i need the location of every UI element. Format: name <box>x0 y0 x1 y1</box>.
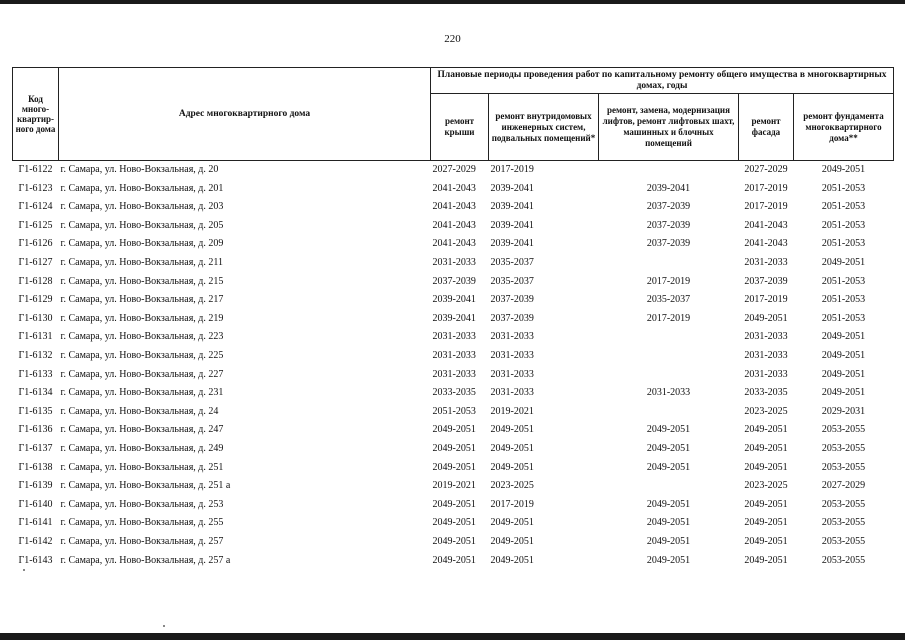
cell-elevator-period <box>599 254 739 273</box>
table-body <box>13 161 894 571</box>
table-row <box>13 217 894 236</box>
cell-roof-period: 2051-2053 <box>432 405 476 417</box>
cell-address: г. Самара, ул. Ново-Вокзальная, д. 255 <box>60 517 224 529</box>
cell-house-code: Г1-6137 <box>18 442 53 454</box>
cell-house-code: Г1-6125 <box>18 219 53 231</box>
cell-foundation-period: 2049-2051 <box>821 331 866 343</box>
cell-elevator-period <box>599 477 739 496</box>
cell-foundation-period: 2053-2055 <box>821 498 866 510</box>
cell-roof-period: 2049-2051 <box>432 517 476 529</box>
cell-elevator-period: 2049-2051 <box>646 442 691 454</box>
table-row <box>13 310 894 329</box>
table-row <box>13 403 894 422</box>
cell-address: г. Самара, ул. Ново-Вокзальная, д. 225 <box>60 349 224 361</box>
cell-engineering-period: 2031-2033 <box>490 349 534 361</box>
cell-address: г. Самара, ул. Ново-Вокзальная, д. 217 <box>60 294 224 306</box>
table-row <box>13 273 894 292</box>
cell-facade-period: 2033-2035 <box>744 387 788 399</box>
cell-foundation-period: 2049-2051 <box>821 387 866 399</box>
table-row <box>13 496 894 515</box>
cell-elevator-period: 2039-2041 <box>646 182 691 194</box>
cell-elevator-period: 2049-2051 <box>646 517 691 529</box>
cell-engineering-period: 2031-2033 <box>490 387 534 399</box>
cell-house-code: Г1-6132 <box>18 349 53 361</box>
cell-elevator-period: 2049-2051 <box>646 535 691 547</box>
cell-facade-period: 2023-2025 <box>744 480 788 492</box>
table-row <box>13 254 894 273</box>
table-row <box>13 198 894 217</box>
cell-facade-period: 2049-2051 <box>744 554 788 566</box>
cell-address: г. Самара, ул. Ново-Вокзальная, д. 251 <box>60 461 224 473</box>
cell-roof-period: 2031-2033 <box>432 368 476 380</box>
table-row <box>13 459 894 478</box>
page-number: 220 <box>444 33 461 45</box>
cell-engineering-period: 2049-2051 <box>490 535 534 547</box>
cell-foundation-period: 2049-2051 <box>821 368 866 380</box>
cell-house-code: Г1-6139 <box>18 480 53 492</box>
cell-address: г. Самара, ул. Ново-Вокзальная, д. 209 <box>60 238 224 250</box>
scan-speck <box>23 569 25 571</box>
cell-roof-period: 2049-2051 <box>432 461 476 473</box>
cell-engineering-period: 2037-2039 <box>490 294 534 306</box>
table-row <box>13 440 894 459</box>
table-row <box>13 347 894 366</box>
cell-address: г. Самара, ул. Ново-Вокзальная, д. 223 <box>60 331 224 343</box>
cell-facade-period: 2031-2033 <box>744 257 788 269</box>
cell-roof-period: 2049-2051 <box>432 498 476 510</box>
cell-roof-period: 2041-2043 <box>432 219 476 231</box>
cell-roof-period: 2049-2051 <box>432 442 476 454</box>
cell-engineering-period: 2031-2033 <box>490 368 534 380</box>
cell-elevator-period <box>599 161 739 180</box>
cell-foundation-period: 2053-2055 <box>821 554 866 566</box>
cell-house-code: Г1-6141 <box>18 517 53 529</box>
cell-elevator-period: 2049-2051 <box>646 424 691 436</box>
cell-address: г. Самара, ул. Ново-Вокзальная, д. 203 <box>60 201 224 213</box>
cell-facade-period: 2037-2039 <box>744 275 788 287</box>
cell-address: г. Самара, ул. Ново-Вокзальная, д. 249 <box>60 442 224 454</box>
cell-roof-period: 2049-2051 <box>432 554 476 566</box>
cell-facade-period: 2049-2051 <box>744 442 788 454</box>
cell-elevator-period <box>599 366 739 385</box>
header-roof-repair: ремонт крыши <box>431 94 489 161</box>
cell-foundation-period: 2049-2051 <box>821 349 866 361</box>
cell-address: г. Самара, ул. Ново-Вокзальная, д. 219 <box>60 312 224 324</box>
cell-house-code: Г1-6136 <box>18 424 53 436</box>
scan-speck <box>163 625 165 627</box>
cell-foundation-period: 2049-2051 <box>821 164 866 176</box>
table-row <box>13 235 894 254</box>
cell-house-code: Г1-6134 <box>18 387 53 399</box>
cell-elevator-period: 2035-2037 <box>646 294 691 306</box>
header-planned-periods: Плановые периоды проведения работ по капитальному ремонту общего имущества в многоквартирных домах, годы <box>431 68 894 94</box>
cell-foundation-period: 2029-2031 <box>821 405 866 417</box>
header-address: Адрес многоквартирного дома <box>59 68 431 161</box>
cell-foundation-period: 2051-2053 <box>821 182 866 194</box>
header-foundation-repair: ремонт фундамента многоквартирного дома** <box>794 94 894 161</box>
cell-elevator-period <box>599 328 739 347</box>
cell-engineering-period: 2049-2051 <box>490 461 534 473</box>
cell-house-code: Г1-6127 <box>18 257 53 269</box>
cell-engineering-period: 2039-2041 <box>490 182 534 194</box>
cell-roof-period: 2037-2039 <box>432 275 476 287</box>
table-row <box>13 514 894 533</box>
cell-elevator-period: 2049-2051 <box>646 461 691 473</box>
cell-foundation-period: 2027-2029 <box>821 480 866 492</box>
cell-facade-period: 2041-2043 <box>744 238 788 250</box>
cell-facade-period: 2049-2051 <box>744 424 788 436</box>
cell-foundation-period: 2051-2053 <box>821 294 866 306</box>
cell-house-code: Г1-6130 <box>18 312 53 324</box>
cell-roof-period: 2049-2051 <box>432 535 476 547</box>
cell-engineering-period: 2049-2051 <box>490 517 534 529</box>
cell-elevator-period: 2049-2051 <box>646 498 691 510</box>
cell-elevator-period: 2037-2039 <box>646 238 691 250</box>
cell-house-code: Г1-6133 <box>18 368 53 380</box>
cell-engineering-period: 2037-2039 <box>490 312 534 324</box>
cell-foundation-period: 2051-2053 <box>821 238 866 250</box>
cell-facade-period: 2049-2051 <box>744 498 788 510</box>
cell-roof-period: 2019-2021 <box>432 480 476 492</box>
cell-engineering-period: 2039-2041 <box>490 219 534 231</box>
cell-foundation-period: 2053-2055 <box>821 424 866 436</box>
table-row <box>13 366 894 385</box>
cell-house-code: Г1-6138 <box>18 461 53 473</box>
cell-house-code: Г1-6123 <box>18 182 53 194</box>
cell-engineering-period: 2023-2025 <box>490 480 534 492</box>
table-row <box>13 161 894 180</box>
cell-foundation-period: 2053-2055 <box>821 535 866 547</box>
cell-engineering-period: 2017-2019 <box>490 498 534 510</box>
cell-elevator-period: 2037-2039 <box>646 201 691 213</box>
cell-house-code: Г1-6131 <box>18 331 53 343</box>
cell-elevator-period: 2049-2051 <box>646 554 691 566</box>
cell-foundation-period: 2051-2053 <box>821 201 866 213</box>
cell-house-code: Г1-6128 <box>18 275 53 287</box>
cell-foundation-period: 2051-2053 <box>821 275 866 287</box>
cell-house-code: Г1-6135 <box>18 405 53 417</box>
cell-engineering-period: 2031-2033 <box>490 331 534 343</box>
cell-facade-period: 2027-2029 <box>744 164 788 176</box>
header-house-code: Код много-квартир-ного дома <box>13 68 59 161</box>
table-row <box>13 551 894 570</box>
cell-engineering-period: 2039-2041 <box>490 201 534 213</box>
cell-roof-period: 2041-2043 <box>432 201 476 213</box>
table-row <box>13 180 894 199</box>
cell-foundation-period: 2051-2053 <box>821 219 866 231</box>
cell-foundation-period: 2053-2055 <box>821 442 866 454</box>
cell-facade-period: 2041-2043 <box>744 219 788 231</box>
cell-house-code: Г1-6124 <box>18 201 53 213</box>
cell-facade-period: 2049-2051 <box>744 312 788 324</box>
table-row <box>13 291 894 310</box>
cell-roof-period: 2049-2051 <box>432 424 476 436</box>
cell-roof-period: 2039-2041 <box>432 312 476 324</box>
cell-facade-period: 2017-2019 <box>744 294 788 306</box>
cell-elevator-period <box>599 347 739 366</box>
cell-foundation-period: 2049-2051 <box>821 257 866 269</box>
header-facade-repair: ремонт фасада <box>739 94 794 161</box>
table-row <box>13 328 894 347</box>
cell-address: г. Самара, ул. Ново-Вокзальная, д. 247 <box>60 424 224 436</box>
scan-edge-bottom <box>0 633 905 640</box>
cell-house-code: Г1-6142 <box>18 535 53 547</box>
cell-address: г. Самара, ул. Ново-Вокзальная, д. 205 <box>60 219 224 231</box>
cell-facade-period: 2049-2051 <box>744 535 788 547</box>
cell-house-code: Г1-6126 <box>18 238 53 250</box>
cell-engineering-period: 2049-2051 <box>490 442 534 454</box>
cell-engineering-period: 2049-2051 <box>490 554 534 566</box>
cell-roof-period: 2031-2033 <box>432 349 476 361</box>
cell-facade-period: 2017-2019 <box>744 182 788 194</box>
cell-address: г. Самара, ул. Ново-Вокзальная, д. 253 <box>60 498 224 510</box>
capital-repair-schedule-table <box>12 67 894 570</box>
cell-elevator-period <box>599 403 739 422</box>
cell-foundation-period: 2051-2053 <box>821 312 866 324</box>
cell-engineering-period: 2035-2037 <box>490 257 534 269</box>
cell-roof-period: 2027-2029 <box>432 164 476 176</box>
cell-facade-period: 2023-2025 <box>744 405 788 417</box>
cell-address: г. Самара, ул. Ново-Вокзальная, д. 251 а <box>60 480 231 492</box>
cell-elevator-period: 2017-2019 <box>646 275 691 287</box>
cell-address: г. Самара, ул. Ново-Вокзальная, д. 227 <box>60 368 224 380</box>
cell-roof-period: 2031-2033 <box>432 257 476 269</box>
cell-facade-period: 2031-2033 <box>744 349 788 361</box>
header-elevator-repair: ремонт, замена, модернизация лифтов, ремонт лифтовых шахт, машинных и блочных помещений <box>599 94 739 161</box>
table-row <box>13 384 894 403</box>
table-row <box>13 477 894 496</box>
cell-facade-period: 2017-2019 <box>744 201 788 213</box>
cell-facade-period: 2049-2051 <box>744 461 788 473</box>
cell-engineering-period: 2019-2021 <box>490 405 534 417</box>
cell-roof-period: 2041-2043 <box>432 238 476 250</box>
cell-address: г. Самара, ул. Ново-Вокзальная, д. 24 <box>60 405 219 417</box>
header-engineering-repair: ремонт внутридомовых инженерных систем, подвальных помещений* <box>489 94 599 161</box>
cell-address: г. Самара, ул. Ново-Вокзальная, д. 215 <box>60 275 224 287</box>
cell-foundation-period: 2053-2055 <box>821 461 866 473</box>
cell-roof-period: 2031-2033 <box>432 331 476 343</box>
cell-engineering-period: 2039-2041 <box>490 238 534 250</box>
cell-house-code: Г1-6143 <box>18 554 53 566</box>
scan-edge-top <box>0 0 905 4</box>
cell-house-code: Г1-6122 <box>18 164 53 176</box>
table-row <box>13 421 894 440</box>
cell-roof-period: 2033-2035 <box>432 387 476 399</box>
cell-facade-period: 2031-2033 <box>744 331 788 343</box>
cell-address: г. Самара, ул. Ново-Вокзальная, д. 231 <box>60 387 224 399</box>
cell-address: г. Самара, ул. Ново-Вокзальная, д. 257 а <box>60 554 231 566</box>
cell-address: г. Самара, ул. Ново-Вокзальная, д. 211 <box>60 257 224 269</box>
cell-engineering-period: 2049-2051 <box>490 424 534 436</box>
cell-engineering-period: 2017-2019 <box>490 164 534 176</box>
cell-roof-period: 2039-2041 <box>432 294 476 306</box>
cell-engineering-period: 2035-2037 <box>490 275 534 287</box>
cell-address: г. Самара, ул. Ново-Вокзальная, д. 20 <box>60 164 219 176</box>
cell-elevator-period: 2031-2033 <box>646 387 691 399</box>
cell-facade-period: 2049-2051 <box>744 517 788 529</box>
cell-house-code: Г1-6140 <box>18 498 53 510</box>
cell-roof-period: 2041-2043 <box>432 182 476 194</box>
table-row <box>13 533 894 552</box>
cell-address: г. Самара, ул. Ново-Вокзальная, д. 257 <box>60 535 224 547</box>
cell-foundation-period: 2053-2055 <box>821 517 866 529</box>
cell-elevator-period: 2037-2039 <box>646 219 691 231</box>
cell-elevator-period: 2017-2019 <box>646 312 691 324</box>
cell-address: г. Самара, ул. Ново-Вокзальная, д. 201 <box>60 182 224 194</box>
cell-house-code: Г1-6129 <box>18 294 53 306</box>
cell-facade-period: 2031-2033 <box>744 368 788 380</box>
